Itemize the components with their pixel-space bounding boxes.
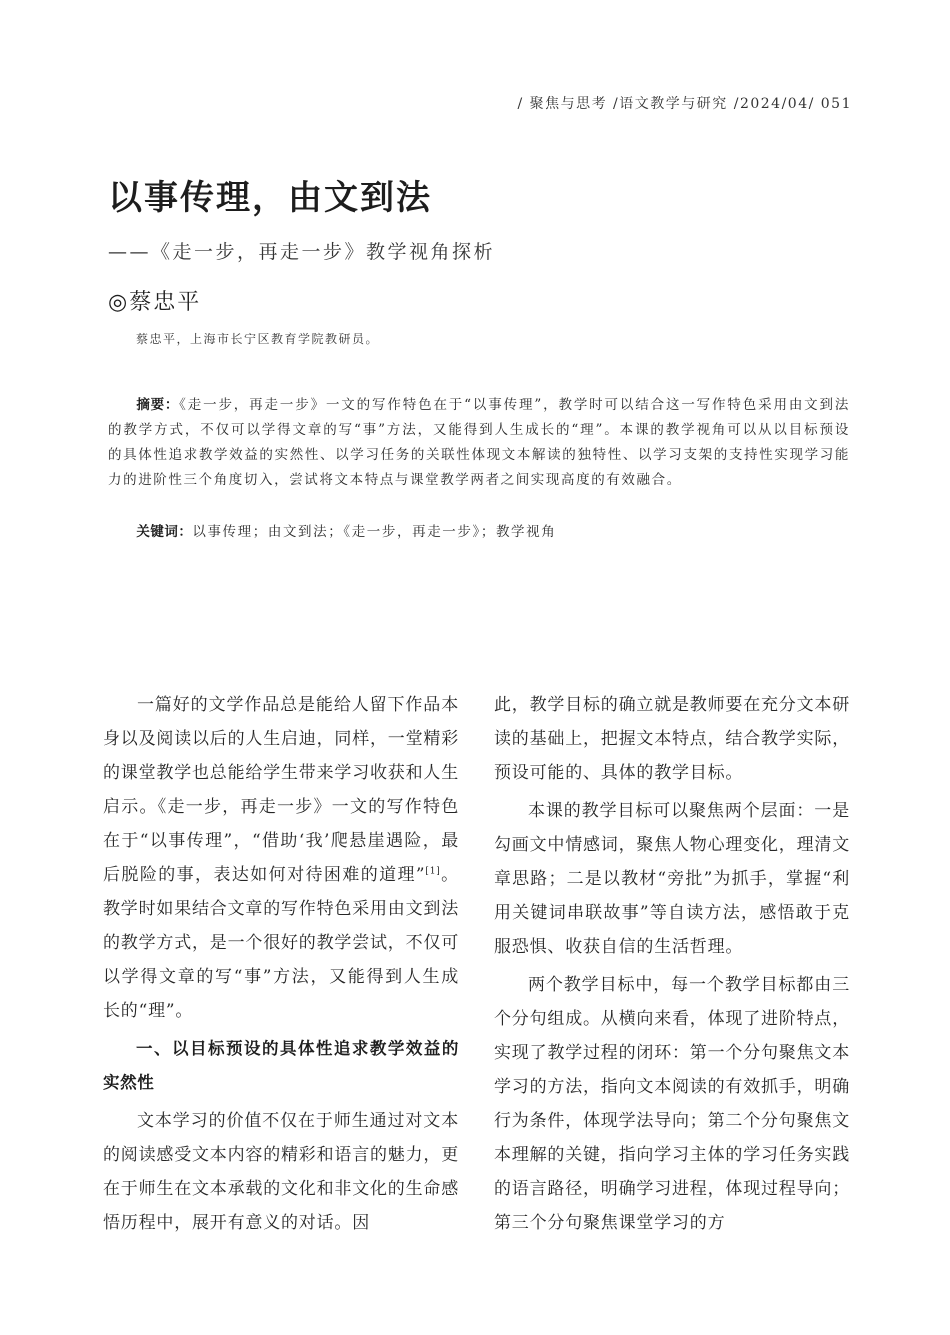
paragraph: 此，教学目标的确立就是教师要在充分文本研读的基础上，把握文本特点，结合教学实际，预设可能的、具体的教学目标。 (494, 695, 850, 783)
running-head: / 聚焦与思考 /语文教学与研究 /2024/04/ 051 (517, 96, 852, 112)
paragraph: 本课的教学目标可以聚焦两个层面：一是勾画文中情感词，聚焦人物心理变化，理清文章思路；二是以教材“旁批”为抓手，掌握“利用关键词串联故事”等自读方法，感悟敢于克服恐惧、收获自信的生活哲理。 (494, 801, 850, 957)
article-title: 以事传理，由文到法 (108, 178, 432, 218)
keywords (108, 520, 850, 545)
body-column-left (103, 688, 459, 1244)
keywords-label: 关键词： (136, 524, 193, 540)
paragraph-text: 一篇好的文学作品总是能给人留下作品本身以及阅读以后的人生启迪，同样，一堂精彩的课堂教学也总能给学生带来学习收获和人生启示。《走一步，再走一步》一文的写作特色在于“以事传理”，“借助‘我’爬悬崖遇险，最后脱险的事，表达如何对待困难的道理” (103, 695, 459, 885)
abstract-label: 摘要： (136, 397, 180, 413)
abstract-text: 《走一步，再走一步》一文的写作特色在于“以事传理”，教学时可以结合这一写作特色采用由文到法的教学方式，不仅可以学得文章的写“事”方法，又能得到人生成长的“理”。本课的教学视角可以从以目标预设的具体性追求教学效益的实然性、以学习任务的关联性体现文本解读的独特性、以学习支架的支持性实现学习能力的进阶性三个角度切入，尝试将文本特点与课堂教学两者之间实现高度的有效融合。 (108, 397, 850, 488)
author-bio: 蔡忠平，上海市长宁区教育学院教研员。 (136, 332, 380, 346)
section-heading: 一、以目标预设的具体性追求教学效益的实然性 (103, 1039, 459, 1092)
paragraph-text: 。教学时如果结合文章的写作特色采用由文到法的教学方式，是一个很好的教学尝试，不仅可以学得文章的写“事”方法，又能得到人生成长的“理”。 (103, 865, 459, 1021)
keywords-text: 以事传理；由文到法；《走一步，再走一步》；教学视角 (192, 524, 557, 540)
article-subtitle: ——《走一步，再走一步》教学视角探析 (108, 241, 496, 263)
author-name: ◎蔡忠平 (108, 290, 202, 315)
reference-marker: [1] (425, 866, 441, 877)
paragraph: 两个教学目标中，每一个教学目标都由三个分句组成。从横向来看，体现了进阶特点，实现了教学过程的闭环：第一个分句聚焦文本学习的方法，指向文本阅读的有效抓手，明确行为条件，体现学法导向；第二个分句聚焦文本理解的关键，指向学习主体的学习任务实践的语言路径，明确学习进程，体现过程导向；第三个分句聚焦课堂学习的方 (494, 975, 850, 1233)
body-column-right (494, 688, 850, 1244)
paragraph: 文本学习的价值不仅在于师生通过对文本的阅读感受文本内容的精彩和语言的魅力，更在于师生在文本承载的文化和非文化的生命感悟历程中，展开有意义的对话。因 (103, 1111, 459, 1233)
paragraph (103, 688, 459, 1028)
abstract (108, 393, 850, 493)
